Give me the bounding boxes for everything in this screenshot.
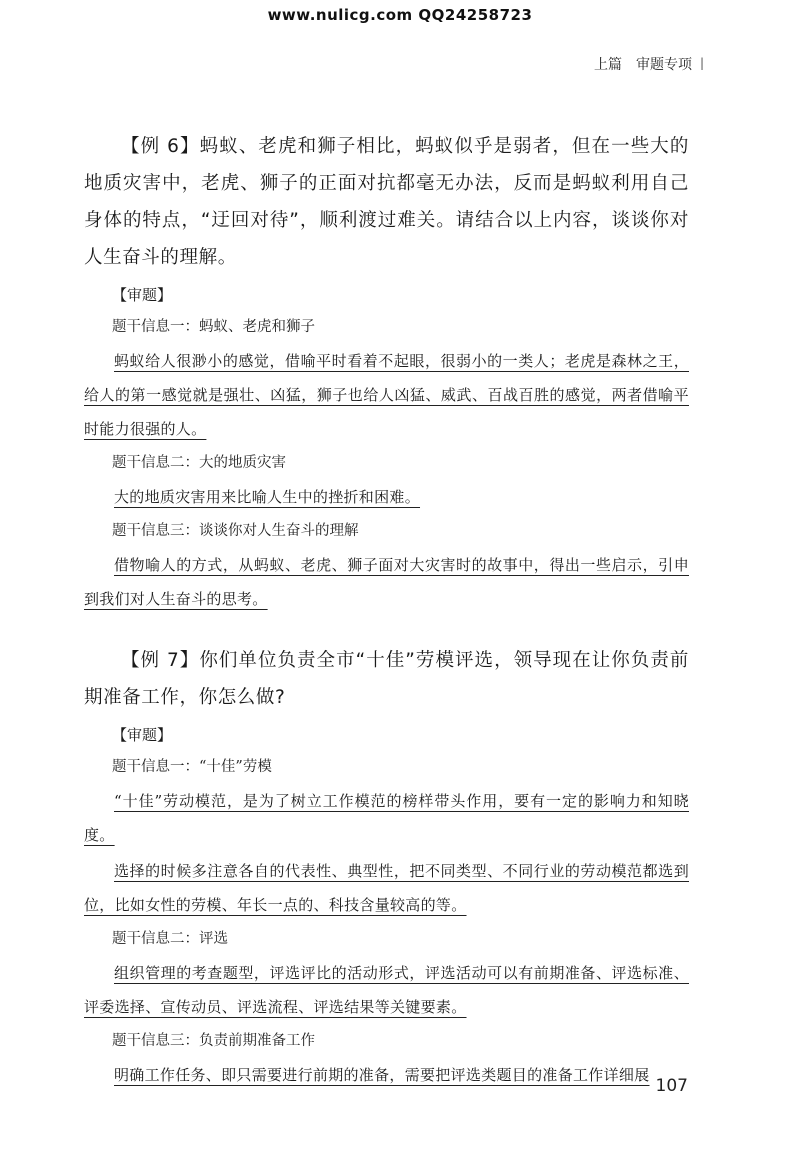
example-7-question: 【例 7】你们单位负责全市“十佳”劳模评选，领导现在让你负责前期准备工作，你怎么做? [84,650,689,708]
example-6-question: 【例 6】蚂蚁、老虎和狮子相比，蚂蚁似乎是弱者，但在一些大的地质灾害中，老虎、狮子的正面对抗都毫无办法，反而是蚂蚁利用自己身体的特点，“迂回对待”，顺利渡过难关。请结合以上内容，谈谈你对人生奋斗的理解。 [84,136,689,268]
header-part: 上篇 [594,57,622,73]
header-section: 审题专项 [636,57,692,73]
header-rule-mark: | [699,56,704,70]
running-header [594,54,704,74]
example-6-info-1-title: 题干信息一：蚂蚁、老虎和狮子 [112,319,315,335]
example-7-info-2-body: 组织管理的考查题型，评选评比的活动形式，评选活动可以有前期准备、评选标准、评委选择、宣传动员、评选流程、评选结果等关键要素。 [84,964,689,1016]
example-7-info-3-body: 明确工作任务、即只需要进行前期的准备，需要把评选类题目的准备工作详细展 [114,1066,650,1084]
example-7-info-3-title: 题干信息三：负责前期准备工作 [112,1033,315,1049]
example-7-info-1-body: “十佳”劳动模范，是为了树立工作模范的榜样带头作用，要有一定的影响力和知晓度。 [84,792,689,844]
example-7-shenti-heading: 【审题】 [112,726,173,744]
example-6-info-2-title: 题干信息二：大的地质灾害 [112,455,286,471]
example-6-info-3-body: 借物喻人的方式，从蚂蚁、老虎、狮子面对大灾害时的故事中，得出一些启示，引申到我们对人生奋斗的思考。 [84,556,689,608]
example-6-info-3-title: 题干信息三：谈谈你对人生奋斗的理解 [112,523,359,539]
example-7-info-1-title: 题干信息一：“十佳”劳模 [112,759,272,775]
page-number: 107 [655,1076,688,1096]
example-7-info-1-body-2: 选择的时候多注意各自的代表性、典型性，把不同类型、不同行业的劳动模范都选到位，比如女性的劳模、年长一点的、科技含量较高的等。 [84,862,689,914]
page-content [84,128,689,1094]
example-6-shenti-heading: 【审题】 [112,286,173,304]
example-6-info-1-body: 蚂蚁给人很渺小的感觉，借喻平时看着不起眼，很弱小的一类人；老虎是森林之王，给人的第一感觉就是强壮、凶猛，狮子也给人凶猛、威武、百战百胜的感觉，两者借喻平时能力很强的人。 [84,352,689,438]
example-6-info-2-body: 大的地质灾害用来比喻人生中的挫折和困难。 [114,488,421,506]
watermark-text: www.nulicg.com QQ24258723 [267,6,533,24]
example-7-info-2-title: 题干信息二：评选 [112,931,228,947]
